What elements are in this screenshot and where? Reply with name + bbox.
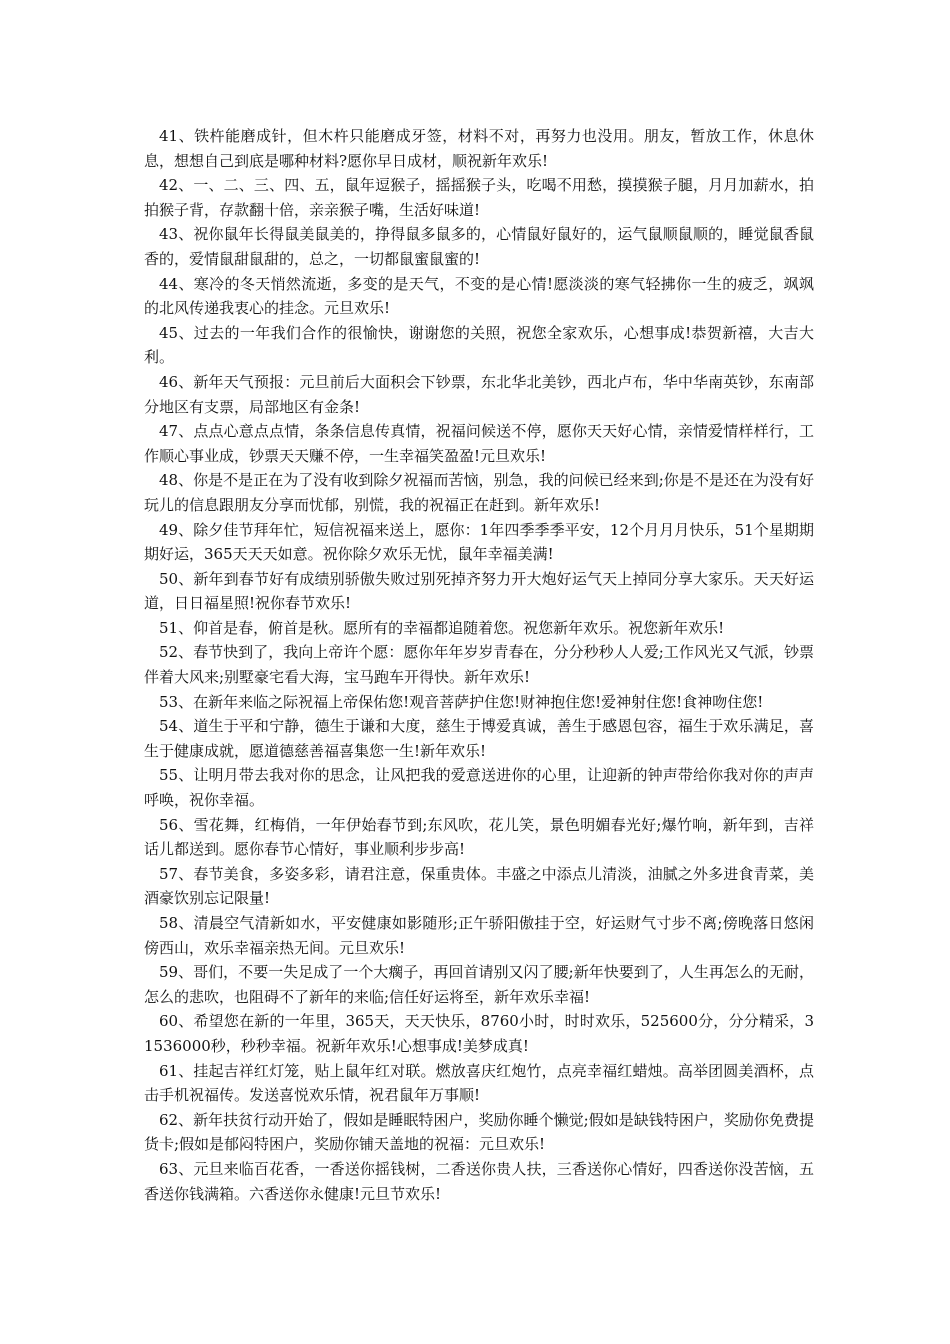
paragraph-41: 41、铁杵能磨成针，但木杵只能磨成牙签，材料不对，再努力也没用。朋友，暂放工作，休息休息，想想自己到底是哪种材料?愿你早日成材，顺祝新年欢乐! xyxy=(144,127,814,170)
paragraph-47: 47、点点心意点点情，条条信息传真情，祝福问候送不停，愿你天天好心情，亲情爱情样样行，工作顺心事业成，钞票天天赚不停，一生幸福笑盈盈!元旦欢乐! xyxy=(144,422,814,465)
document-body xyxy=(144,124,814,1206)
paragraph-42: 42、一、二、三、四、五，鼠年逗猴子，摇摇猴子头，吃喝不用愁，摸摸猴子腿，月月加薪水，拍拍猴子背，存款翻十倍，亲亲猴子嘴，生活好味道! xyxy=(144,176,814,219)
paragraph-63: 63、元旦来临百花香，一香送你摇钱树，二香送你贵人扶，三香送你心情好，四香送你没苦恼，五香送你钱满箱。六香送你永健康!元旦节欢乐! xyxy=(144,1159,814,1203)
paragraph-55: 55、让明月带去我对你的思念，让风把我的爱意送进你的心里，让迎新的钟声带给你我对你的声声呼唤，祝你幸福。 xyxy=(144,766,814,810)
paragraph-61: 61、挂起吉祥红灯笼，贴上鼠年红对联。燃放喜庆红炮竹，点亮幸福红蜡烛。高举团圆美酒杯，点击手机祝福传。发送喜悦欢乐情，祝君鼠年万事顺! xyxy=(144,1061,814,1105)
paragraph-62: 62、新年扶贫行动开始了，假如是睡眠特困户，奖励你睡个懒觉;假如是缺钱特困户，奖励你免费提货卡;假如是郁闷特困户，奖励你铺天盖地的祝福：元旦欢乐! xyxy=(144,1110,814,1154)
paragraph-50: 50、新年到春节好有成绩别骄傲失败过别死掉齐努力开大炮好运气天上掉同分享大家乐。天天好运道，日日福星照!祝你春节欢乐! xyxy=(144,569,814,613)
paragraph-56: 56、雪花舞，红梅俏，一年伊始春节到;东风吹，花儿笑，景色明媚春光好;爆竹响，新年到，吉祥话儿都送到。愿你春节心情好，事业顺利步步高! xyxy=(144,815,814,859)
paragraph-49: 49、除夕佳节拜年忙，短信祝福来送上，愿你：1年四季季季平安，12个月月月快乐，51个星期期期好运，365天天天如意。祝你除夕欢乐无忧，鼠年幸福美满! xyxy=(144,520,814,564)
paragraph-53: 53、在新年来临之际祝福上帝保佑您!观音菩萨护住您!财神抱住您!爱神射住您!食神吻住您! xyxy=(159,692,764,711)
paragraph-51: 51、仰首是春，俯首是秋。愿所有的幸福都追随着您。祝您新年欢乐。祝您新年欢乐! xyxy=(159,618,725,637)
paragraph-57: 57、春节美食，多姿多彩，请君注意，保重贵体。丰盛之中添点儿清淡，油腻之外多进食青菜，美酒豪饮别忘记限量! xyxy=(144,864,814,908)
paragraph-58: 58、清晨空气清新如水，平安健康如影随形;正午骄阳傲挂于空，好运财气寸步不离;傍晚落日悠闲傍西山，欢乐幸福亲热无间。元旦欢乐! xyxy=(144,914,814,957)
paragraph-59: 59、哥们，不要一失足成了一个大瘸子，再回首请别又闪了腰;新年快要到了，人生再怎么的无耐，怎么的悲吹，也阻碍不了新年的来临;信任好运将至，新年欢乐幸福! xyxy=(144,963,814,1006)
paragraph-46: 46、新年天气预报：元旦前后大面积会下钞票，东北华北美钞，西北卢布，华中华南英钞，东南部分地区有支票，局部地区有金条! xyxy=(144,372,814,416)
paragraph-60: 60、希望您在新的一年里，365天，天天快乐，8760小时，时时欢乐，525600分，分分精采，31536000秒，秒秒幸福。祝新年欢乐!心想事成!美梦成真! xyxy=(144,1012,814,1055)
paragraph-44: 44、寒冷的冬天悄然流逝，多变的是天气，不变的是心情!愿淡淡的寒气轻拂你一生的疲乏，飒飒的北风传递我衷心的挂念。元旦欢乐! xyxy=(144,274,814,318)
paragraph-48: 48、你是不是正在为了没有收到除夕祝福而苦恼，别急，我的问候已经来到;你是不是还在为没有好玩儿的信息跟朋友分享而忧郁，别慌，我的祝福正在赶到。新年欢乐! xyxy=(144,471,814,514)
paragraph-45: 45、过去的一年我们合作的很愉快，谢谢您的关照，祝您全家欢乐，心想事成!恭贺新禧，大吉大利。 xyxy=(144,323,814,367)
paragraph-52: 52、春节快到了，我向上帝许个愿：愿你年年岁岁青春在，分分秒秒人人爱;工作风光又气派，钞票伴着大风来;别墅豪宅看大海，宝马跑车开得快。新年欢乐! xyxy=(144,643,814,687)
paragraph-54: 54、道生于平和宁静，德生于谦和大度，慈生于博爱真诚，善生于感恩包容，福生于欢乐满足，喜生于健康成就，愿道德慈善福喜集您一生!新年欢乐! xyxy=(144,717,814,760)
paragraph-43: 43、祝你鼠年长得鼠美鼠美的，挣得鼠多鼠多的，心情鼠好鼠好的，运气鼠顺鼠顺的，睡觉鼠香鼠香的，爱情鼠甜鼠甜的，总之，一切都鼠蜜鼠蜜的! xyxy=(144,225,814,268)
